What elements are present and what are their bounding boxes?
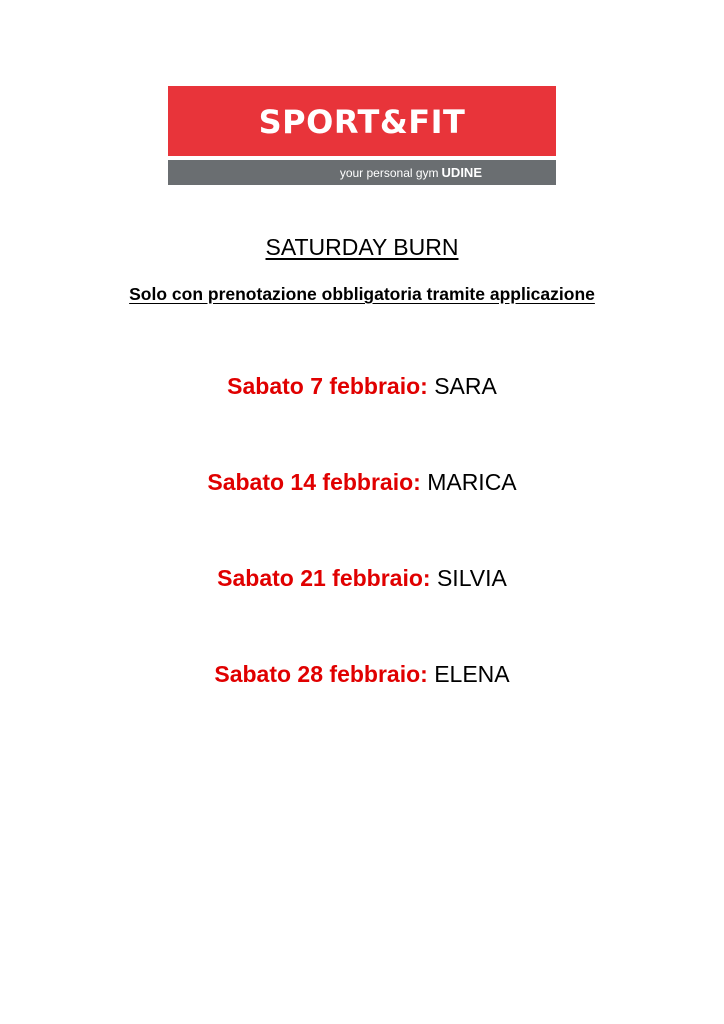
logo-gray-band <box>168 160 556 185</box>
schedule-item <box>0 368 724 464</box>
schedule-list <box>0 368 724 752</box>
schedule-date: Sabato 14 febbraio: <box>207 469 421 495</box>
schedule-item <box>0 560 724 656</box>
logo-tagline: your personal gym <box>339 165 439 180</box>
booking-notice: Solo con prenotazione obbligatoria tramite applicazione <box>129 284 595 304</box>
instructor-name: MARICA <box>427 469 517 495</box>
instructor-name: SILVIA <box>436 565 507 591</box>
schedule-date: Sabato 7 febbraio: <box>227 373 428 399</box>
logo-city: UDINE <box>441 165 482 180</box>
instructor-name: SARA <box>434 373 497 399</box>
instructor-name: ELENA <box>434 661 510 687</box>
schedule-item <box>0 656 724 752</box>
logo-red-band <box>168 86 556 156</box>
logo-brand-text: SPORT&FIT <box>258 103 466 141</box>
sportfit-logo <box>168 86 556 185</box>
schedule-item <box>0 464 724 560</box>
page-title: SATURDAY BURN <box>265 234 459 260</box>
schedule-date: Sabato 28 febbraio: <box>214 661 428 687</box>
schedule-date: Sabato 21 febbraio: <box>217 565 431 591</box>
